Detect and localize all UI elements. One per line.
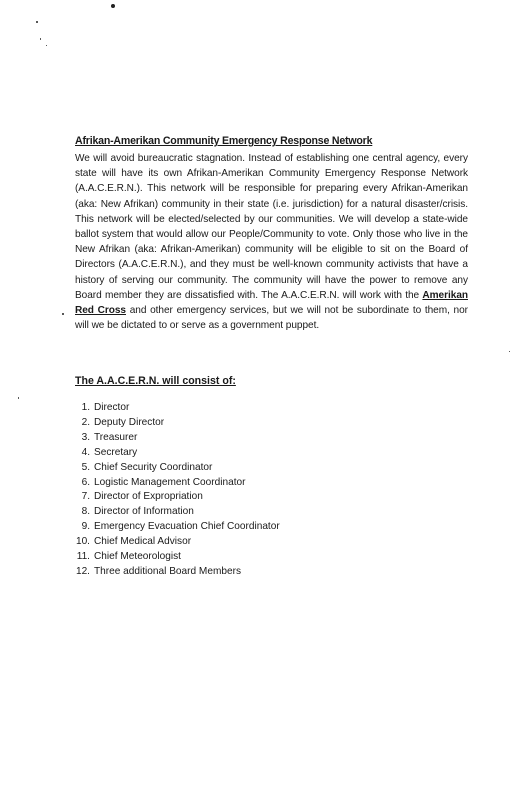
list-item-number: 1. <box>81 402 90 413</box>
section-heading: Afrikan-Amerikan Community Emergency Response Network <box>75 135 373 147</box>
scan-speck <box>18 397 19 399</box>
red-cross-reference: Amerikan Red Cross <box>75 289 468 317</box>
list-item-label: Chief Medical Advisor <box>94 536 192 548</box>
list-item-number: 9. <box>81 521 90 533</box>
list-item <box>75 490 280 505</box>
list-item <box>75 416 280 431</box>
list-item-number: 6. <box>81 476 90 488</box>
list-item-number: 4. <box>81 446 90 458</box>
list-item <box>75 550 280 565</box>
scan-speck <box>36 21 38 23</box>
scan-speck <box>62 313 64 315</box>
list-item <box>75 446 280 461</box>
list-item-label: Director of Expropriation <box>94 491 203 503</box>
list-item-label: Director of Information <box>94 506 194 518</box>
list-item-number: 2. <box>81 416 90 428</box>
list-item-number: 8. <box>81 506 90 518</box>
list-item <box>75 505 280 520</box>
list-item <box>75 535 280 550</box>
paragraph-text: We will avoid bureaucratic stagnation. Instead of establishing one central agency, every state will have its own Afrikan-Amerikan Community Emergency Response Network (A.A.C.E.R.N.). This network will be responsible for preparing every Afrikan-Amerikan (aka: New Afrikan) community in their state (i.e. jurisdiction) for a natural disaster/crisis. This network will be elected/selected by our communities. We will develop a state-wide ballot system that would allow our People/Community to vote. Only those who live in the New Afrikan (aka: Afrikan-Amerikan) community will be eligible to sit on the Board of Directors (A.A.C.E.R.N.), and they must be well-known community activists that have a history of serving our community. The community will have the power to remove any Board member they are dissatisfied with. The A.A.C.E.R.N. will work with the <box>75 153 468 301</box>
scan-speck <box>509 351 510 352</box>
list-item-number: 10. <box>75 536 90 548</box>
list-item <box>75 476 280 491</box>
list-item-label: Secretary <box>94 446 138 458</box>
paragraph-text-end: and other emergency services, but we will not be subordinate to them, nor will we be dictated to or serve as a government puppet. <box>75 305 468 332</box>
member-list <box>75 401 280 580</box>
scan-speck <box>46 45 47 46</box>
list-item <box>75 565 280 580</box>
list-item <box>75 520 280 535</box>
list-item-number: 5. <box>81 461 90 473</box>
list-item-label: Director <box>94 402 130 413</box>
list-item-label: Chief Meteorologist <box>94 551 181 563</box>
list-item-number: 3. <box>81 431 90 443</box>
list-item-label: Emergency Evacuation Chief Coordinator <box>94 521 280 533</box>
list-item-number: 12. <box>75 565 90 577</box>
list-item <box>75 401 280 416</box>
list-heading: The A.A.C.E.R.N. will consist of: <box>75 375 236 387</box>
list-item <box>75 431 280 446</box>
list-item-label: Logistic Management Coordinator <box>94 476 246 488</box>
list-item <box>75 461 280 476</box>
list-item-number: 7. <box>81 491 90 503</box>
list-item-label: Treasurer <box>94 431 138 443</box>
list-item-label: Chief Security Coordinator <box>94 461 213 473</box>
list-item-label: Deputy Director <box>94 416 165 428</box>
scan-speck <box>40 38 41 40</box>
body-paragraph <box>75 151 468 333</box>
list-item-label: Three additional Board Members <box>94 565 241 577</box>
list-item-number: 11. <box>76 551 90 563</box>
scan-speck <box>111 4 115 8</box>
